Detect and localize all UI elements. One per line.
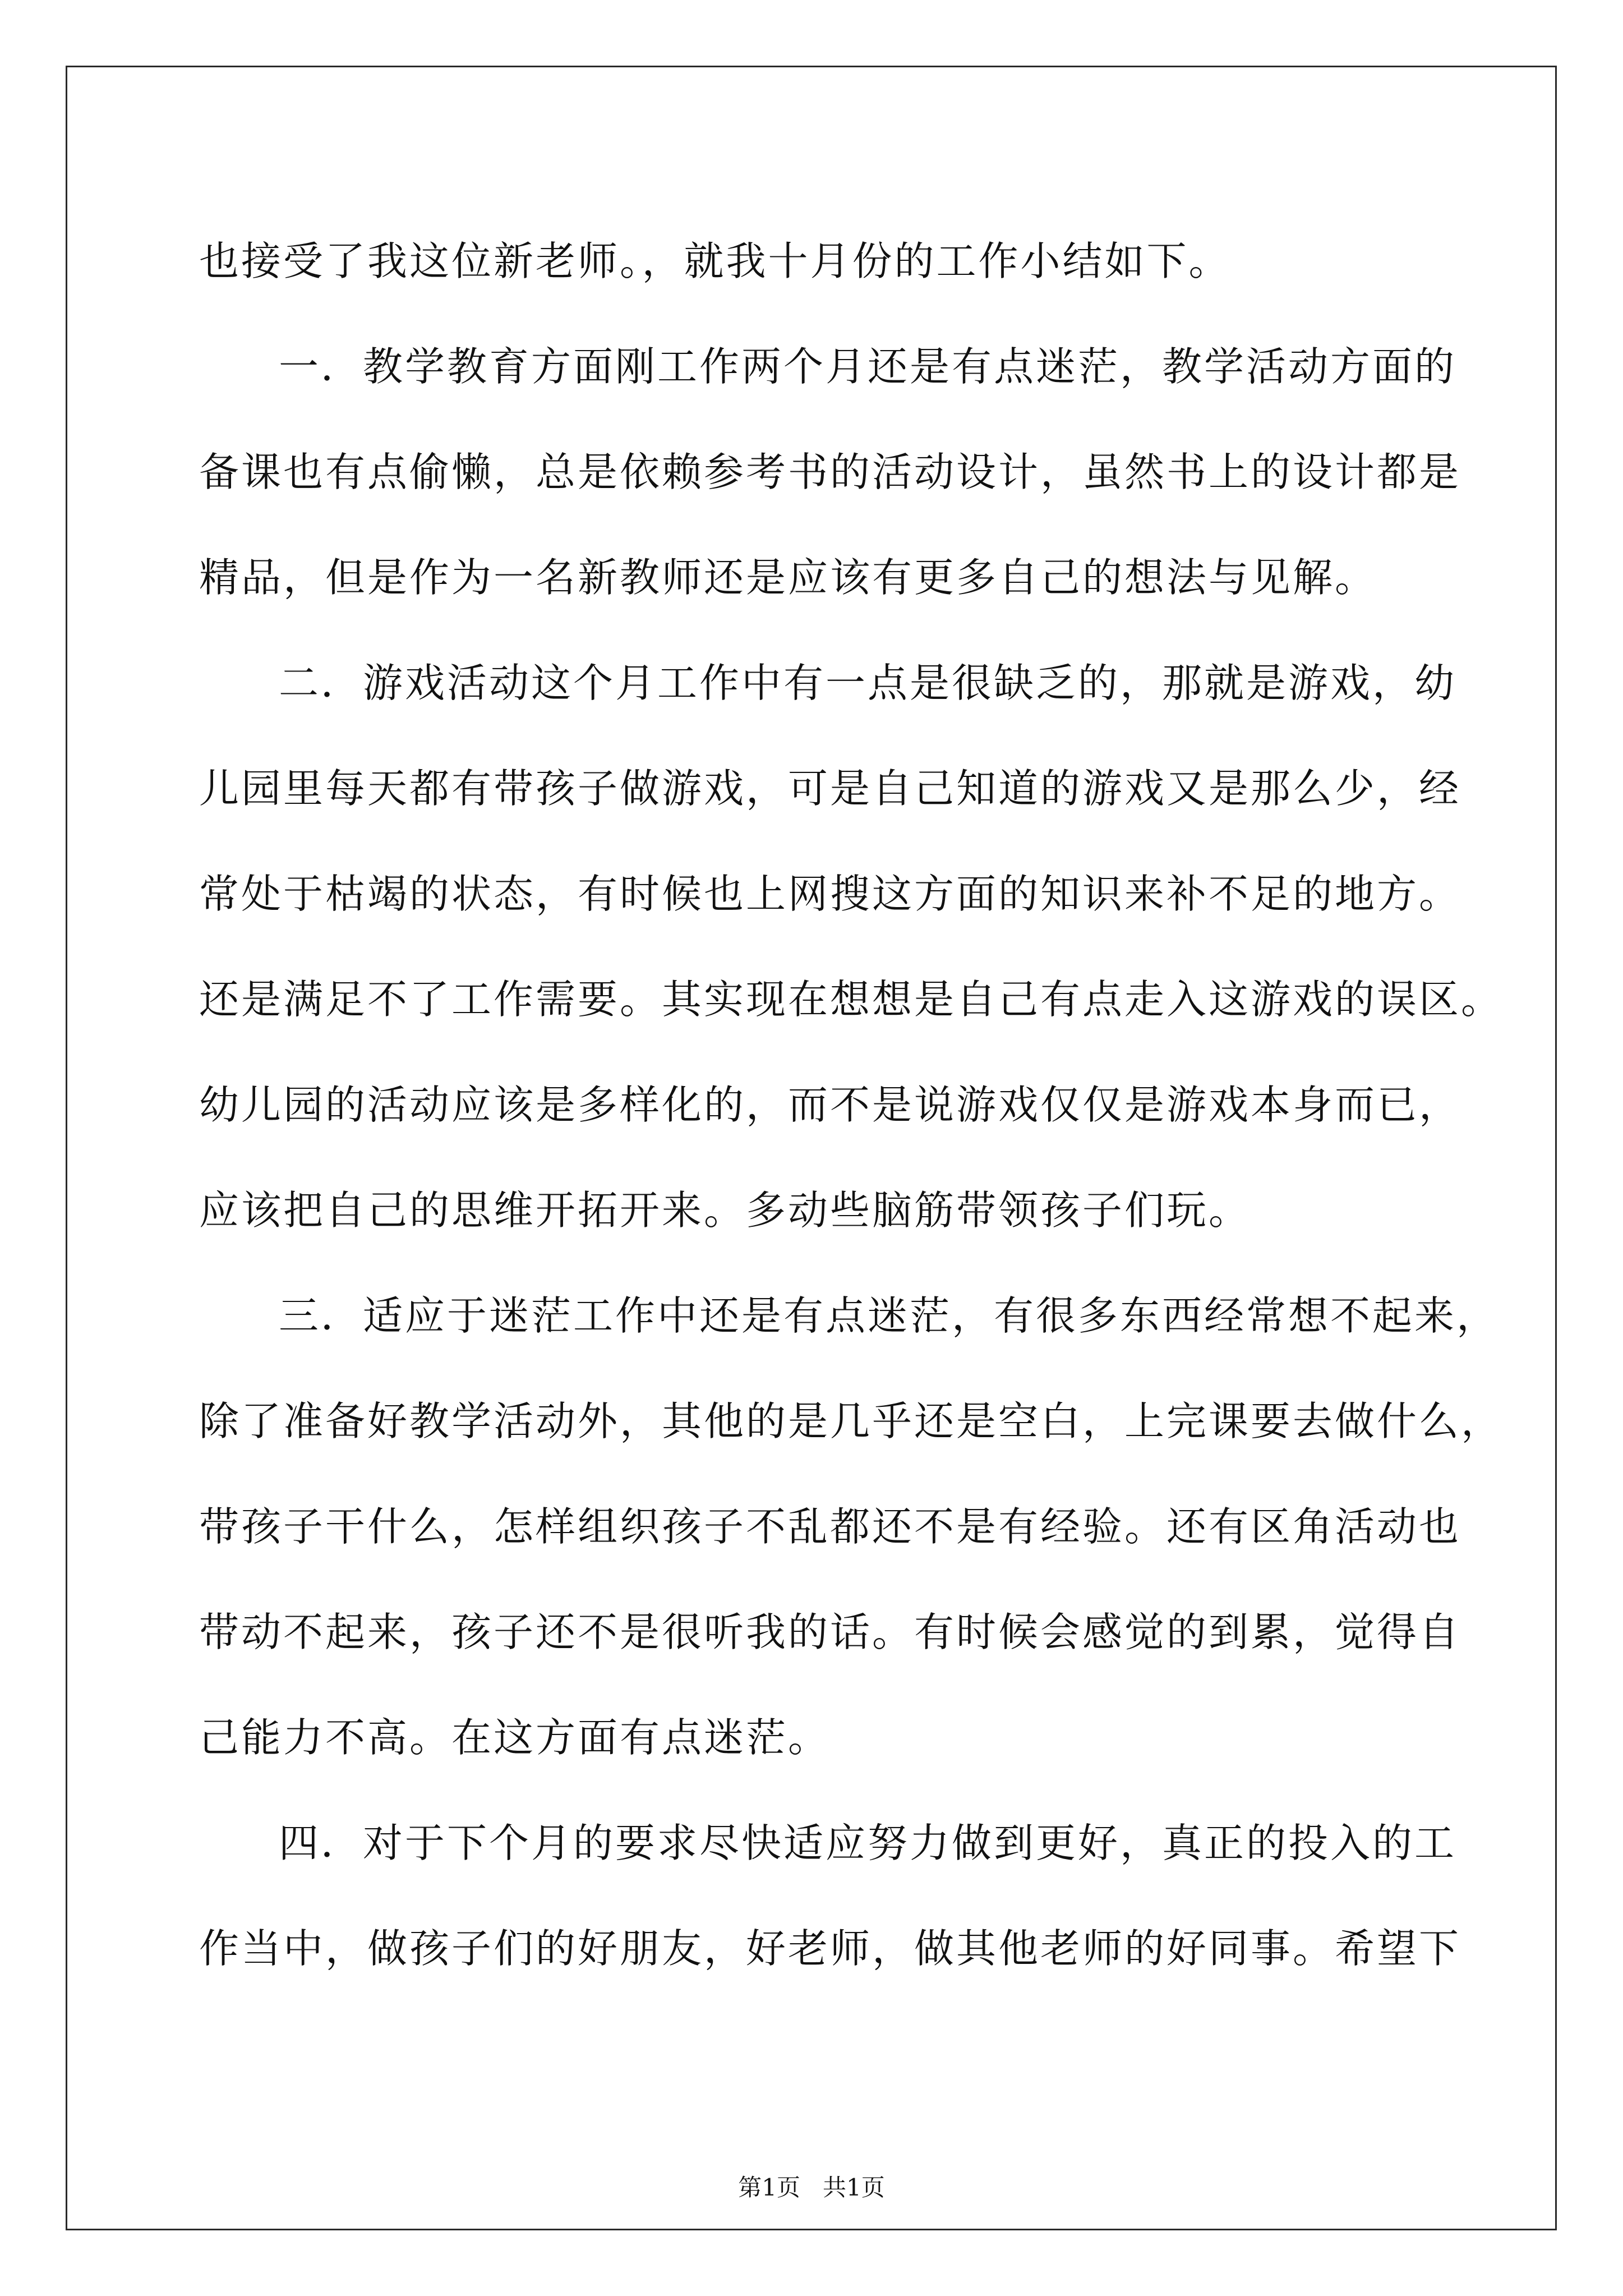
text-line: 除了准备好教学活动外，其他的是几乎还是空白，上完课要去做什么， [199,1398,1504,1444]
text-line: 作当中，做孩子们的好朋友，好老师，做其他老师的好同事。希望下 [199,1925,1461,1972]
text-line: 幼儿园的活动应该是多样化的，而不是说游戏仅仅是游戏本身而已， [199,1082,1461,1128]
text-line: 精品，但是作为一名新教师还是应该有更多自己的想法与见解。 [199,554,1377,601]
text-line: 带动不起来，孩子还不是很听我的话。有时候会感觉的到累，觉得自 [199,1609,1461,1655]
text-line: 备课也有点偷懒，总是依赖参考书的活动设计，虽然书上的设计都是 [199,449,1461,495]
text-line: 儿园里每天都有带孩子做游戏，可是自己知道的游戏又是那么少，经 [199,765,1461,812]
text-line: 己能力不高。在这方面有点迷茫。 [199,1714,831,1761]
text-line: 常处于枯竭的状态，有时候也上网搜这方面的知识来补不足的地方。 [199,871,1461,917]
document-body [199,209,1504,2001]
text-line: 也接受了我这位新老师。，就我十月份的工作小结如下。 [199,238,1231,284]
page-footer: 第1页 共1页 [738,2174,885,2201]
text-line: 一．教学教育方面刚工作两个月还是有点迷茫，教学活动方面的 [279,343,1457,390]
text-line: 四．对于下个月的要求尽快适应努力做到更好，真正的投入的工 [279,1820,1457,1866]
text-line: 应该把自己的思维开拓开来。多动些脑筋带领孩子们玩。 [199,1187,1251,1234]
text-line: 三．适应于迷茫工作中还是有点迷茫，有很多东西经常想不起来， [279,1292,1499,1339]
text-line: 还是满足不了工作需要。其实现在想想是自己有点走入这游戏的误区。 [199,976,1504,1023]
text-line: 二．游戏活动这个月工作中有一点是很缺乏的，那就是游戏，幼 [279,660,1457,706]
text-line: 带孩子干什么，怎样组织孩子不乱都还不是有经验。还有区角活动也 [199,1503,1461,1550]
